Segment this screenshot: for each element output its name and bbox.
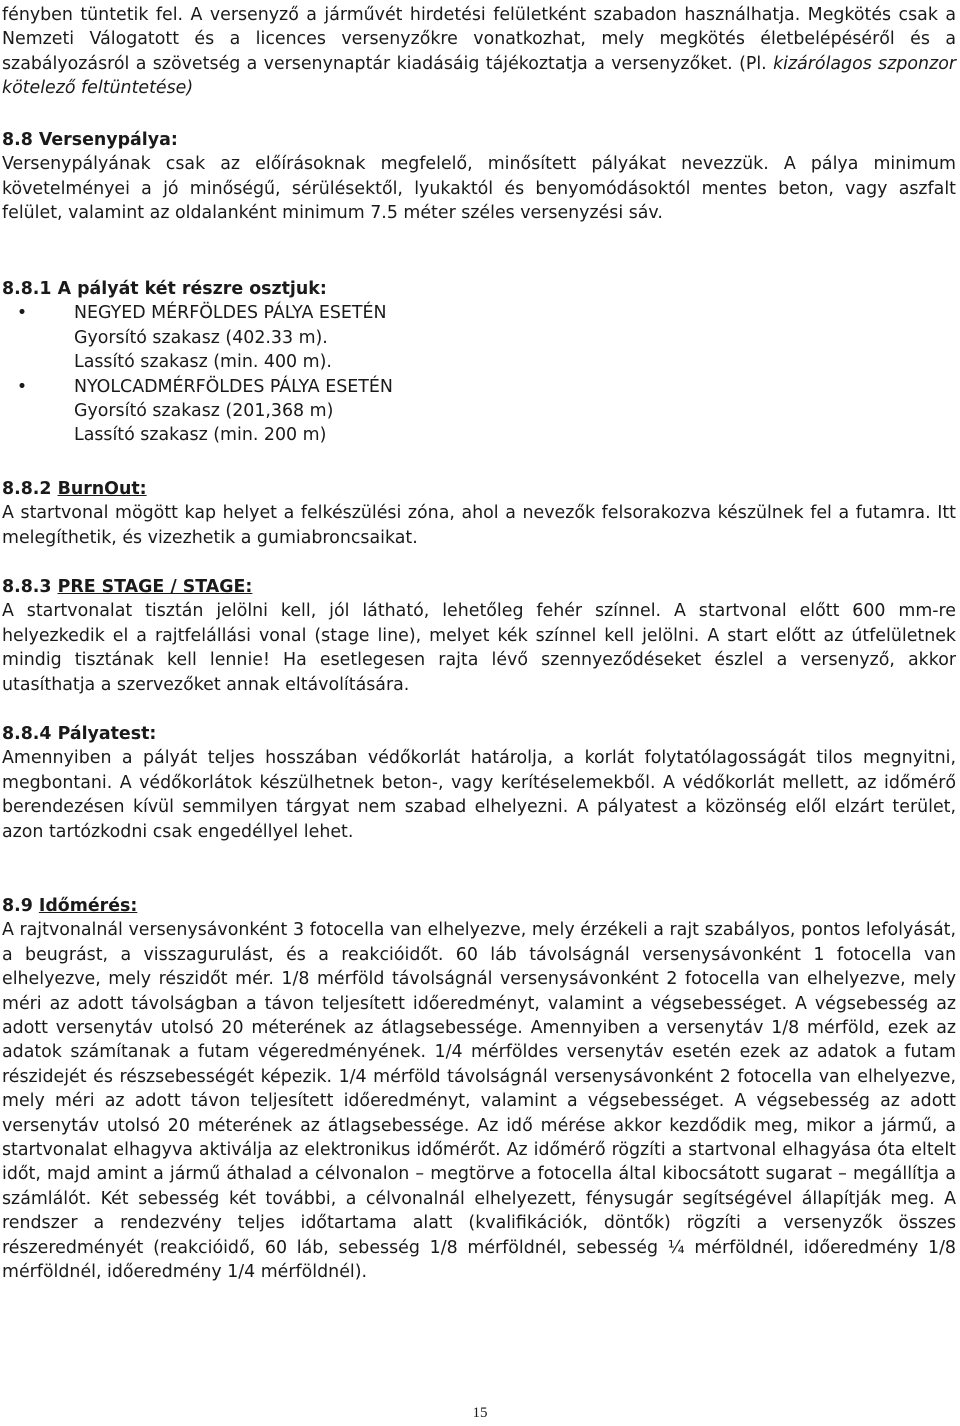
intro-paragraph (2, 3, 956, 101)
list-item-line: Lassító szakasz (min. 400 m). (74, 352, 332, 373)
section-8-8-4-body: Amennyiben a pályát teljes hosszában védőkorlát határolja, a korlát folytatólagosságát tilos megnyitni, megbontani. A védőkorlátok készülhetnek beton-, vagy kerítéselemekből. A védőkorlát mellett, az időmérő berendezésen kívül semmilyen tárgyat nem szabad elhelyezni. A pályatest a közönség elől elzárt terület, azon tartózkodni csak engedéllyel lehet. (2, 748, 956, 842)
bullet-icon: • (16, 303, 28, 324)
heading-title: Időmérés: (38, 896, 138, 916)
heading-number: 8.8.2 (2, 479, 58, 499)
section-8-8-1 (2, 277, 956, 448)
list-item (2, 375, 956, 448)
track-type-list (2, 301, 956, 447)
heading-number: 8.8.3 (2, 577, 58, 597)
list-item-line: Gyorsító szakasz (402.33 m). (74, 327, 328, 348)
intro-italic-note: kizárólagos szponzor kötelező feltüntetése) (2, 53, 956, 99)
section-8-8-2 (2, 477, 956, 550)
heading-title: PRE STAGE / STAGE: (57, 577, 253, 597)
list-item-title: NYOLCADMÉRFÖLDES PÁLYA ESETÉN (74, 376, 393, 397)
bullet-icon: • (16, 376, 28, 397)
list-item-title: NEGYED MÉRFÖLDES PÁLYA ESETÉN (74, 303, 387, 324)
section-8-8-2-heading (2, 477, 956, 501)
section-8-8 (2, 128, 956, 226)
heading-title: BurnOut: (57, 479, 147, 499)
section-8-8-4-heading: 8.8.4 Pályatest: (2, 724, 157, 744)
section-8-8-3-heading (2, 575, 956, 599)
section-8-8-1-heading: 8.8.1 A pályát két részre osztjuk: (2, 279, 327, 299)
section-8-9-heading (2, 894, 956, 918)
intro-text: fényben tüntetik fel. A versenyző a járművét hirdetési felületként szabadon használhatja. Megkötés csak a Nemzeti Válogatott és a licences versenyzőkre vonatkozhat, mely megkötés életbelépéséről és a szabályozásról a szövetség a versenynaptár kiadásáig tájékoztatja a versenyzőket. (Pl. (2, 5, 956, 74)
section-8-8-3 (2, 575, 956, 697)
intro-section (2, 3, 956, 101)
list-item (2, 301, 956, 374)
list-item-line: Lassító szakasz (min. 200 m) (74, 425, 327, 446)
list-item-line: Gyorsító szakasz (201,368 m) (74, 401, 334, 422)
section-8-8-heading: 8.8 Versenypálya: (2, 130, 178, 150)
section-8-8-2-body: A startvonal mögött kap helyet a felkészülési zóna, ahol a nevezők felsorakozva készülnek fel a futamra. Itt melegíthetik, és vizezhetik a gumiabroncsaikat. (2, 503, 956, 548)
section-8-8-3-body: A startvonalat tisztán jelölni kell, jól látható, lehetőleg fehér színnel. A startvonal előtt 600 mm-re helyezkedik el a rajtfelállási vonal (stage line), melyet kék színnel kell jelölni. A start előtt az útfelületnek mindig tisztának kell lennie! Ha esetlegesen rajta lévő szennyeződéseket észlel a versenyző, akkor utasíthatja a szervezőket annak eltávolítására. (2, 601, 956, 695)
section-8-9-body: A rajtvonalnál versenysávonként 3 fotocella van elhelyezve, mely érzékeli a rajt szabályos, pontos lefolyását, a beugrást, a visszagurulást, és a reakcióidőt. 60 láb távolságnál versenysávonként 1 fotocella van elhelyezve, mely részidőt mér. 1/8 mérföld távolságnál versenysávonként 2 fotocella van elhelyezve, mely méri az adott távolságban a távon teljesített időeredményt, valamint a végsebességet. A végsebesség az adott versenytáv utolsó 20 méterének az átlagsebessége. Amennyiben a versenytáv 1/8 mérföld, ezek az adatok számítanak a futam végeredményének. 1/4 mérföldes versenytáv esetén ezek az adatok a futam részidejét és részsebességét képezik. 1/4 mérföld távolságnál versenysávonként 2 fotocella van elhelyezve, mely méri az adott távon teljesített időeredményt, valamint a végsebességet. A végsebesség az adott versenytáv utolsó 20 méterének az átlagsebessége. Az idő mérése akkor kezdődik meg, mikor a jármű, a startvonalat elhagyva aktiválja az elektronikus időmérőt. Az időmérő rögzíti a startvonal elhagyása óta eltelt időt, majd amint a jármű áthalad a célvonalon – megtörve a fotocella által kibocsátott sugarat – megállítja a számlálót. Két sebesség két további, a célvonalnál elhelyezett, fénysugár segítségével állapítják meg. A rendszer a rendezvény teljes időtartama alatt (kvalifikációk, döntők) rögzíti a versenyzők összes részeredményét (reakcióidő, 60 láb, sebesség 1/8 mérföldnél, sebesség ¼ mérföldnél, időeredmény 1/8 mérföldnél, időeredmény 1/4 mérföldnél). (2, 920, 956, 1283)
section-8-9 (2, 894, 956, 1285)
page-number: 15 (472, 1405, 488, 1421)
heading-number: 8.9 (2, 896, 39, 916)
section-8-8-body: Versenypályának csak az előírásoknak megfelelő, minősített pályákat nevezzük. A pálya minimum követelményei a jó minőségű, sérülésektől, lyukaktól és benyomódásoktól mentes beton, vagy aszfalt felület, valamint az oldalanként minimum 7.5 méter széles versenyzési sáv. (2, 154, 956, 224)
section-8-8-4 (2, 722, 956, 844)
